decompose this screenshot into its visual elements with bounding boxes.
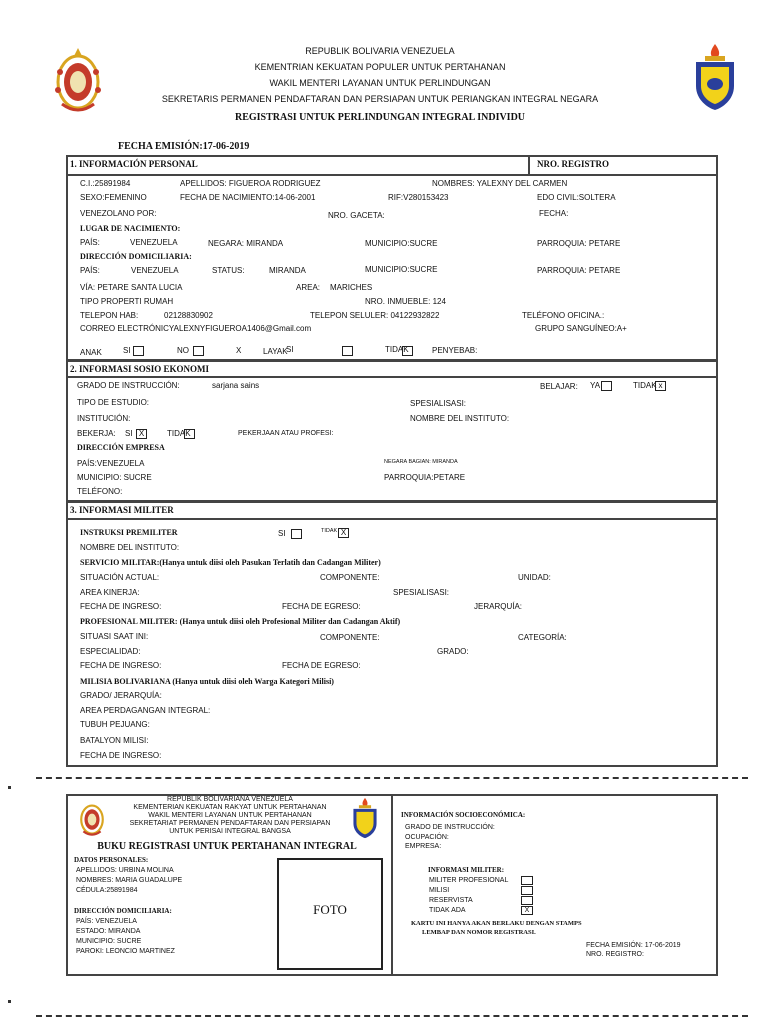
- section-military-info: [66, 501, 718, 767]
- component-field: COMPONENTE:: [320, 573, 380, 582]
- blood-group-field: GRUPO SANGUÍNEO:A+: [535, 324, 627, 333]
- birthplace-heading: LUGAR DE NACIMIENTO:: [80, 224, 181, 233]
- bekerja-si-checkbox[interactable]: X: [136, 429, 147, 439]
- card-tidak-ada-label: TIDAK ADA: [429, 907, 466, 914]
- municipio2-field: MUNICIPIO:SUCRE: [365, 265, 438, 274]
- mobile-phone-field: TELEPON SELULER: 04122932822: [310, 311, 440, 320]
- anak-si-label: SI: [123, 346, 131, 355]
- card-reservista-checkbox[interactable]: [521, 896, 533, 905]
- gaceta-field: NRO. GACETA:: [328, 211, 385, 220]
- militia-battalion-field: BATALYON MILISI:: [80, 736, 149, 745]
- nombres-field: NOMBRES: YALEXNY DEL CARMEN: [432, 179, 568, 188]
- card-coat-of-arms-icon: [75, 798, 109, 840]
- exit-date2-field: FECHA DE EGRESO:: [282, 661, 361, 670]
- combat-body-field: TUBUH PEJUANG:: [80, 720, 150, 729]
- negara-field: NEGARA: MIRANDA: [208, 239, 284, 248]
- education-level-label: GRADO DE INSTRUCCIÓN:: [77, 381, 180, 390]
- pais-value: VENEZUELA: [130, 238, 178, 247]
- premilitary-heading: INSTRUKSI PREMILITER: [80, 528, 178, 537]
- unit-field: UNIDAD:: [518, 573, 551, 582]
- card-tidak-ada-checkbox[interactable]: X: [521, 906, 533, 915]
- apellidos-field: APELLIDOS: FIGUEROA RODRIGUEZ: [180, 179, 321, 188]
- header-line-2: KEMENTRIAN KEKUATAN POPULER UNTUK PERTAHANAN: [254, 62, 506, 72]
- header-line-1: REPUBLIK BOLIVARIA VENEZUELA: [305, 46, 455, 56]
- birthdate-field: FECHA DE NACIMIENTO:14-06-2001: [180, 193, 316, 202]
- pais2-value: VENEZUELA: [131, 266, 179, 275]
- cut-line-top: [36, 777, 748, 779]
- military-professional-heading: PROFESIONAL MILITER: (Hanya untuk diisi oleh Profesional Militer dan Cadangan Aktif): [80, 617, 401, 626]
- header-line-3: WAKIL MENTERI LAYANAN UNTUK PERLINDUNGAN: [269, 78, 491, 88]
- card-header-line-1: REPUBLIK BOLIVARIANA VENEZUELA: [167, 796, 293, 803]
- military-shield-icon: [692, 42, 738, 112]
- photo-box: [277, 858, 383, 970]
- militia-rank-field: GRADO/ JERARQUÍA:: [80, 691, 162, 700]
- belajar-ya-checkbox[interactable]: [601, 381, 612, 391]
- education-level-value: sarjana sains: [212, 381, 260, 390]
- pais2-label: PAÍS:: [80, 266, 100, 275]
- layak-si-label: SI: [286, 345, 294, 354]
- card-header-line-2: KEMENTERIAN KEKUATAN RAKYAT UNTUK PERTAHANAN: [133, 804, 327, 811]
- entry-date2-field: FECHA DE INGRESO:: [80, 661, 162, 670]
- cut-dot: [8, 786, 11, 789]
- category-field: CATEGORÍA:: [518, 633, 567, 642]
- card-pais: PAÍS: VENEZUELA: [76, 918, 137, 925]
- card-company: EMPRESA:: [405, 843, 442, 850]
- card-mil-prof-checkbox[interactable]: [521, 876, 533, 885]
- card-education: GRADO DE INSTRUCCIÓN:: [405, 824, 495, 831]
- card-estado: ESTADO: MIRANDA: [76, 928, 141, 935]
- bekerja-si-label: SI: [125, 429, 133, 438]
- component2-field: COMPONENTE:: [320, 633, 380, 642]
- belajar-ya-label: YA: [590, 381, 601, 390]
- card-nombres: NOMBRES: MARIA GUADALUPE: [76, 877, 183, 884]
- area-label: AREA:: [296, 283, 321, 292]
- trade-area-field: AREA PERDAGANGAN INTEGRAL:: [80, 706, 211, 715]
- cut-line-bottom: [36, 1015, 748, 1017]
- card-occupation: OCUPACIÓN:: [405, 834, 449, 841]
- section-3-title: 3. INFORMASI MILITER: [70, 505, 174, 515]
- home-phone-label: TELEPON HAB:: [80, 311, 139, 320]
- bekerja-tidak-label: TIDAK: [167, 429, 191, 438]
- email-field: CORREO ELECTRÓNICYALEXNYFIGUEROA1406@Gmail.com: [80, 324, 312, 333]
- company-parroquia-field: PARROQUIA:PETARE: [384, 473, 466, 482]
- card-title: BUKU REGISTRASI UNTUK PERTAHANAN INTEGRAL: [97, 841, 357, 852]
- card-header-line-5: UNTUK PERISAI INTEGRAL BANGSA: [169, 828, 291, 835]
- anak-label: ANAK: [80, 348, 102, 357]
- penyebab-label: PENYEBAB:: [432, 346, 478, 355]
- company-state-field: NEGARA BAGIAN: MIRANDA: [384, 459, 458, 465]
- hierarchy-field: JERARQUÍA:: [474, 602, 523, 611]
- civil-status-field: EDO CIVIL:SOLTERA: [537, 193, 616, 202]
- card-municipio: MUNICIPIO: SUCRE: [76, 938, 142, 945]
- card-header-line-3: WAKIL MENTERI LAYANAN UNTUK PERTAHANAN: [148, 812, 312, 819]
- exit-date-field: FECHA DE EGRESO:: [282, 602, 361, 611]
- company-country-field: PAÍS:VENEZUELA: [77, 459, 145, 468]
- layak-si-checkbox[interactable]: [342, 346, 353, 356]
- specialization-field: SPESIALISASI:: [410, 399, 467, 408]
- layak-label: LAYAK: [263, 347, 288, 356]
- anak-no-checkbox[interactable]: [193, 346, 204, 356]
- form-title: REGISTRASI UNTUK PERLINDUNGAN INTEGRAL INDIVIDU: [234, 112, 526, 123]
- company-address-heading: DIRECCIÓN EMPRESA: [77, 443, 165, 452]
- company-municipio-field: MUNICIPIO: SUCRE: [77, 473, 152, 482]
- card-header-line-4: SEKRETARIAT PERMANEN PENDAFTARAN DAN PERSIAPAN: [129, 820, 331, 827]
- premilitary-si-label: SI: [278, 529, 286, 538]
- current-status-field: SITUASI SAAT INI:: [80, 632, 149, 641]
- bekerja-label: BEKERJA:: [77, 429, 116, 438]
- belajar-label: BELAJAR:: [540, 382, 578, 391]
- via-field: VÍA: PETARE SANTA LUCIA: [80, 283, 183, 292]
- section-1-title: 1. INFORMACIÓN PERSONAL: [70, 159, 198, 169]
- military-specialization-field: SPESIALISASI:: [393, 588, 450, 597]
- anak-x-mark: X: [236, 346, 242, 355]
- belajar-tidak-label: TIDAK: [633, 381, 657, 390]
- card-issue-date: FECHA EMISIÓN: 17-06-2019: [586, 942, 681, 949]
- fecha-field: FECHA:: [539, 209, 569, 218]
- company-phone-field: TELÉFONO:: [77, 487, 123, 496]
- card-note-line-2: LEMBAP DAN NOMOR REGISTRASI.: [422, 929, 536, 936]
- ci-field: C.I.:25891984: [80, 179, 131, 188]
- layak-tidak-label: TIDAK: [385, 345, 409, 354]
- property-type-field: TIPO PROPERTI RUMAH: [80, 297, 174, 306]
- card-address-heading: DIRECCIÓN DOMICILIARIA:: [74, 907, 172, 915]
- bekerja-tidak-checkbox[interactable]: [184, 429, 195, 439]
- card-socio-heading: INFORMACIÓN SOCIOECONÓMICA:: [401, 811, 526, 819]
- anak-no-label: NO: [177, 346, 189, 355]
- card-cedula: CÉDULA:25891984: [76, 887, 138, 894]
- militia-entry-date-field: FECHA DE INGRESO:: [80, 751, 162, 760]
- card-military-heading: INFORMASI MILITER:: [428, 866, 505, 874]
- rank-field: GRADO:: [437, 647, 469, 656]
- current-situation-field: SITUACIÓN ACTUAL:: [80, 573, 160, 582]
- cut-dot-bottom: [8, 1000, 11, 1003]
- card-personal-heading: DATOS PERSONALES:: [74, 856, 149, 864]
- premilitary-tidak-checkbox[interactable]: X: [338, 528, 349, 538]
- card-milisi-checkbox[interactable]: [521, 886, 533, 895]
- card-mil-prof-label: MILITER PROFESIONAL: [429, 877, 509, 884]
- parroquia2-field: PARROQUIA: PETARE: [537, 266, 621, 275]
- card-paroki: PAROKI: LEONCIO MARTINEZ: [76, 948, 175, 955]
- issue-date: FECHA EMISIÓN:17-06-2019: [118, 141, 250, 152]
- sexo-field: SEXO:FEMENINO: [80, 193, 147, 202]
- property-number-field: NRO. INMUEBLE: 124: [365, 297, 446, 306]
- card-reservista-label: RESERVISTA: [429, 897, 473, 904]
- registry-number-label: NRO. REGISTRO: [537, 159, 610, 169]
- entry-date-field: FECHA DE INGRESO:: [80, 602, 162, 611]
- card-apellidos: APELLIDOS: URBINA MOLINA: [76, 867, 174, 874]
- card-registry-number: NRO. REGISTRO:: [586, 951, 644, 958]
- institute-name-field: NOMBRE DEL INSTITUTO:: [410, 414, 510, 423]
- study-type-field: TIPO DE ESTUDIO:: [77, 398, 150, 407]
- status-label: STATUS:: [212, 266, 245, 275]
- pais-label: PAÍS:: [80, 238, 100, 247]
- militia-heading: MILISIA BOLIVARIANA (Hanya untuk diisi oleh Warga Kategori Milisi): [80, 677, 334, 686]
- military-institute-field: NOMBRE DEL INSTITUTO:: [80, 543, 180, 552]
- home-phone-value: 02128830902: [164, 311, 213, 320]
- card-note-line-1: KARTU INI HANYA AKAN BERLAKU DENGAN STAMPS: [411, 920, 582, 927]
- photo-label: FOTO: [313, 902, 347, 917]
- layak-tidak-checkbox[interactable]: [402, 346, 413, 356]
- belajar-tidak-checkbox[interactable]: x: [655, 381, 666, 391]
- card-milisi-label: MILISI: [429, 887, 450, 894]
- institution-field: INSTITUCIÓN:: [77, 414, 131, 423]
- specialty-field: ESPECIALIDAD:: [80, 647, 141, 656]
- section-2-title: 2. INFORMASI SOSIO EKONOMI: [70, 364, 210, 374]
- parroquia-field: PARROQUIA: PETARE: [537, 239, 621, 248]
- premilitary-si-checkbox[interactable]: [291, 529, 302, 539]
- premilitary-tidak-label: TIDAK: [321, 528, 338, 534]
- nationality-field: VENEZOLANO POR:: [80, 209, 157, 218]
- military-service-heading: SERVICIO MILITAR:(Hanya untuk diisi oleh Pasukan Terlatih dan Cadangan Militer): [80, 558, 381, 567]
- rif-field: RIF:V280153423: [388, 193, 449, 202]
- municipio-field: MUNICIPIO:SUCRE: [365, 239, 438, 248]
- office-phone-field: TELÉFONO OFICINA.:: [522, 311, 605, 320]
- occupation-field: PEKERJAAN ATAU PROFESI:: [238, 430, 334, 437]
- header-line-4: SEKRETARIS PERMANEN PENDAFTARAN DAN PERSIAPAN UNTUK PERIANGKAN INTEGRAL NEGARA: [161, 94, 599, 104]
- work-area-field: AREA KINERJA:: [80, 588, 140, 597]
- status-value: MIRANDA: [269, 266, 306, 275]
- area-value: MARICHES: [330, 283, 373, 292]
- home-address-heading: DIRECCIÓN DOMICILIARIA:: [80, 252, 192, 261]
- coat-of-arms-icon: [52, 42, 104, 120]
- anak-si-checkbox[interactable]: [133, 346, 144, 356]
- card-military-shield-icon: [351, 796, 379, 840]
